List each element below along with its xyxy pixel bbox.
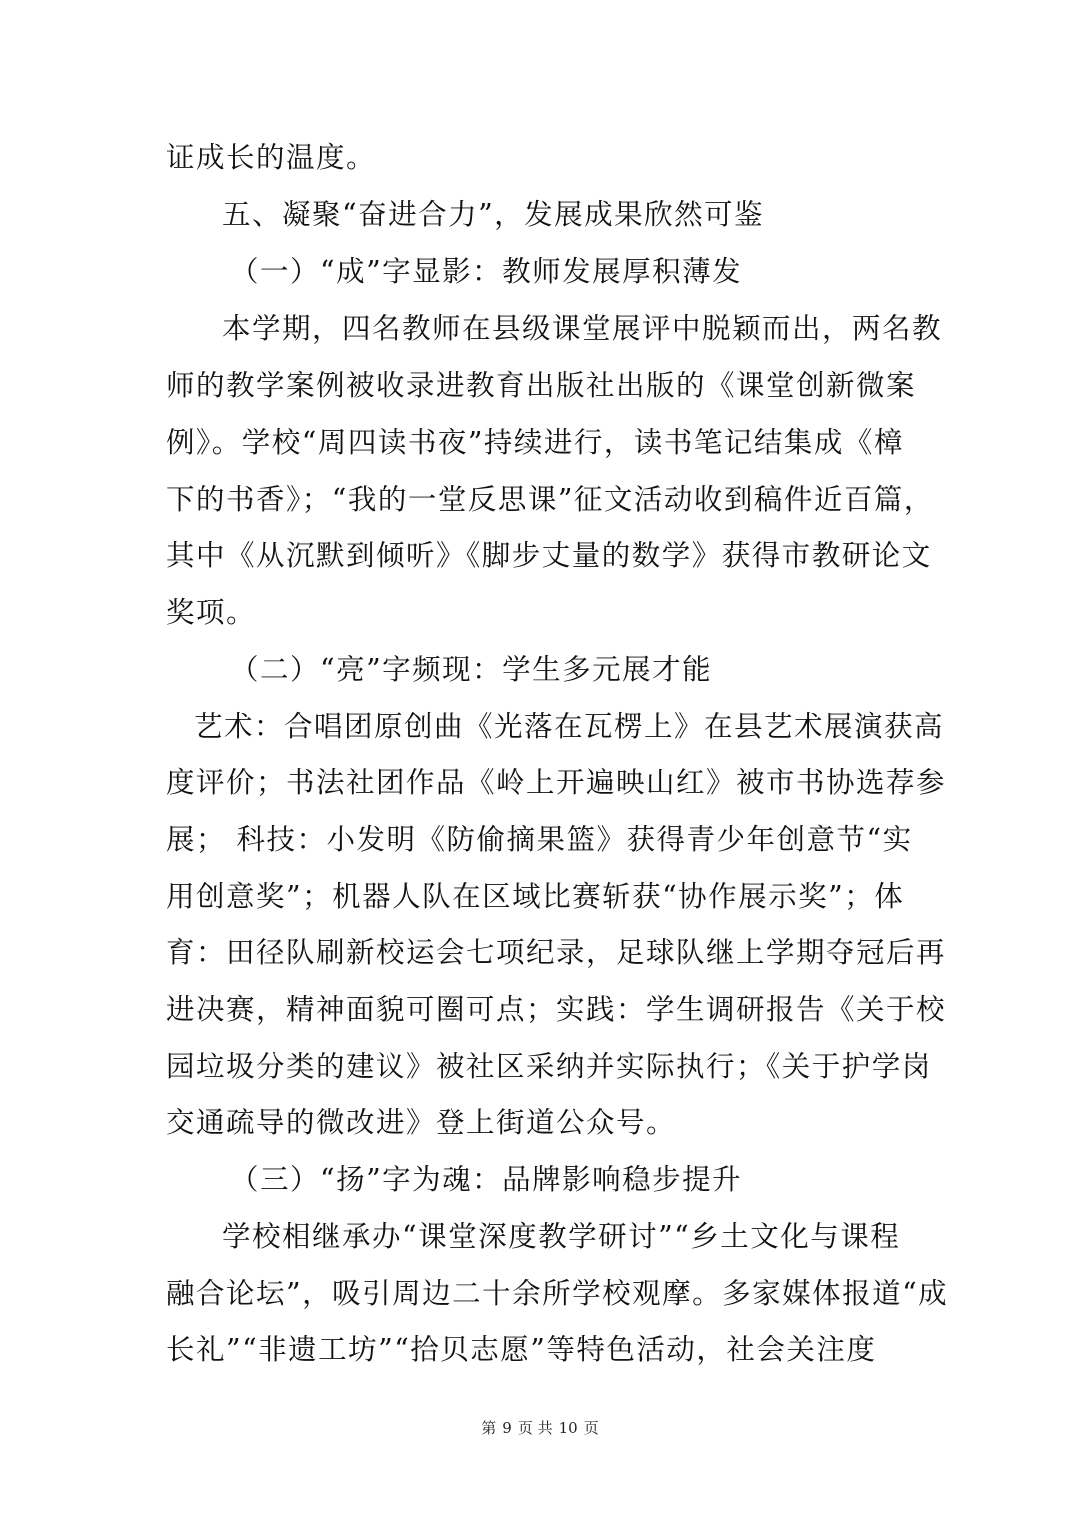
paragraph-line: 师的教学案例被收录进教育出版社出版的《课堂创新微案: [166, 369, 917, 402]
paragraph-line: 展； 科技：小发明《防偷摘果篮》获得青少年创意节“实: [166, 823, 913, 856]
paragraph-line: 例》。学校“周四读书夜”持续进行，读书笔记结集成《樟: [166, 426, 904, 459]
subsection-heading: （三）“扬”字为魂：品牌影响稳步提升: [230, 1163, 743, 1196]
paragraph-line: 证成长的温度。: [166, 141, 377, 174]
page-number-current: 9: [502, 1419, 512, 1437]
paragraph-line: 用创意奖”；机器人队在区域比赛斩获“协作展示奖”；体: [166, 880, 905, 913]
page-number-suffix: 页: [583, 1419, 599, 1437]
paragraph-line: 度评价；书法社团作品《岭上开遍映山红》被市书协选荐参: [166, 766, 947, 799]
subsection-heading: （一）“成”字显影：教师发展厚积薄发: [230, 255, 743, 288]
page-footer: [0, 1418, 1080, 1438]
paragraph-line: 进决赛，精神面貌可圈可点；实践：学生调研报告《关于校: [166, 993, 947, 1026]
section-heading: 五、凝聚“奋进合力”，发展成果欣然可鉴: [222, 198, 765, 231]
paragraph-line: 奖项。: [166, 596, 257, 629]
page-number-prefix: 第: [481, 1419, 497, 1437]
paragraph-line: 艺术：合唱团原创曲《光落在瓦楞上》在县艺术展演获高: [194, 710, 945, 743]
paragraph-line: 交通疏导的微改进》登上街道公众号。: [166, 1106, 677, 1139]
page-number-total: 10: [558, 1419, 578, 1437]
subsection-heading: （二）“亮”字频现：学生多元展才能: [230, 653, 713, 686]
page-number-mid: 页 共: [517, 1419, 553, 1437]
paragraph-line: 融合论坛”，吸引周边二十余所学校观摩。多家媒体报道“成: [166, 1277, 949, 1310]
paragraph-line: 本学期，四名教师在县级课堂展评中脱颖而出，两名教: [222, 312, 943, 345]
paragraph-line: 育：田径队刷新校运会七项纪录，足球队继上学期夺冠后再: [166, 936, 947, 969]
paragraph-line: 学校相继承办“课堂深度教学研讨”“乡土文化与课程: [222, 1220, 901, 1253]
paragraph-line: 园垃圾分类的建议》被社区采纳并实际执行；《关于护学岗: [166, 1050, 932, 1083]
paragraph-line: 长礼”“非遗工坊”“拾贝志愿”等特色活动，社会关注度: [166, 1333, 877, 1366]
paragraph-line: 下的书香》；“我的一堂反思课”征文活动收到稿件近百篇，: [166, 483, 934, 516]
paragraph-line: 其中《从沉默到倾听》《脚步丈量的数学》获得市教研论文: [166, 539, 932, 572]
